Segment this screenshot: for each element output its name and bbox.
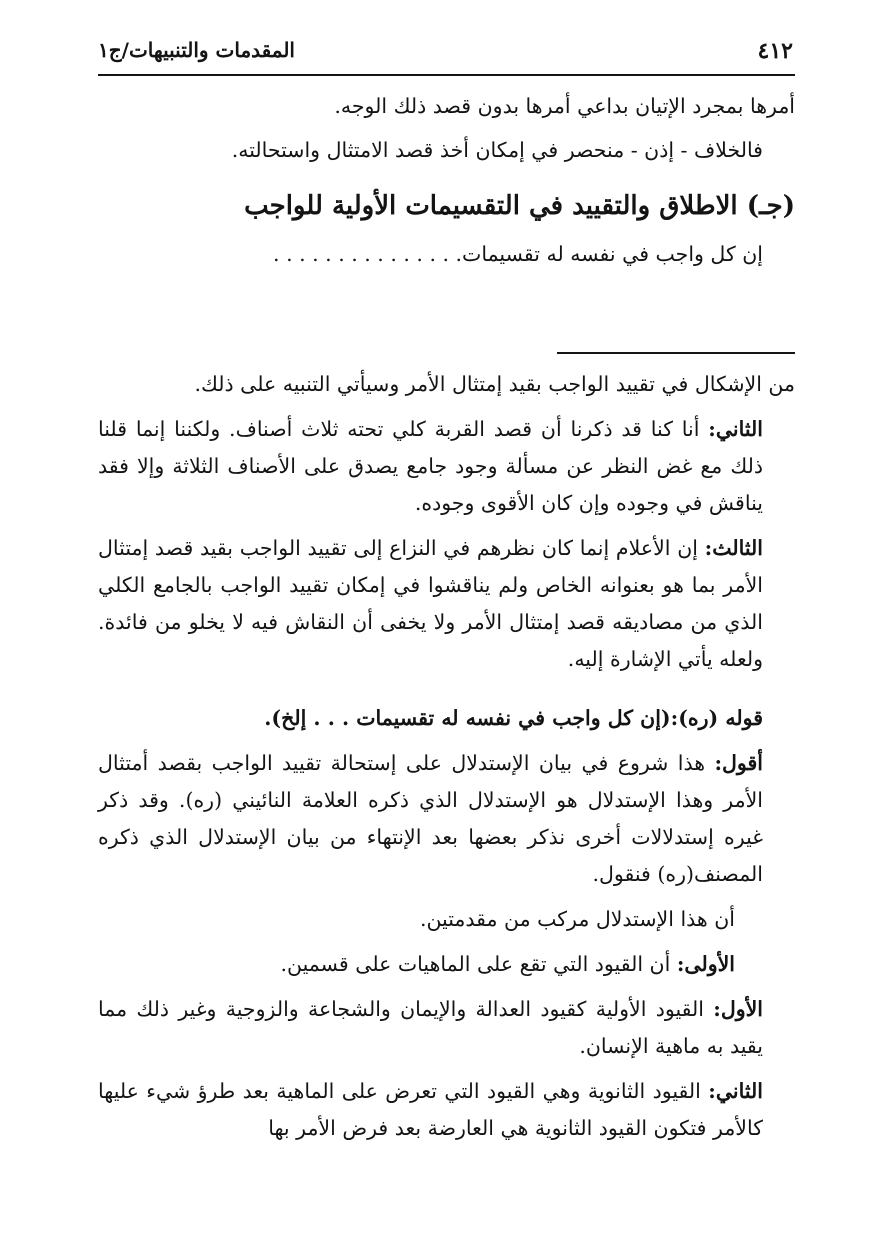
header-rule xyxy=(98,74,795,76)
footnote-paragraph-6 xyxy=(98,946,795,983)
footnote-paragraph-6-text: أن القيود التي تقع على الماهيات على قسمين. xyxy=(280,952,677,976)
footnote-paragraph-5: أن هذا الإستدلال مركب من مقدمتين. xyxy=(419,907,735,931)
footnote-paragraph-2 xyxy=(98,411,795,522)
main-paragraph-3-text: إن كل واجب في نفسه له تقسيمات xyxy=(462,242,763,266)
label-first: الأول: xyxy=(713,997,763,1021)
footnote-paragraph-8-text: القيود الثانوية وهي القيود التي تعرض على الماهية بعد طرؤ شيء عليها كالأمر فتكون القيود الثانوية هي العارضة بعد فرض الأمر بها xyxy=(98,1079,763,1140)
footnote-paragraph-3 xyxy=(98,530,795,678)
main-paragraph-2: فالخلاف - إذن - منحصر في إمكان أخذ قصد الامتثال واستحالته. xyxy=(231,138,763,162)
footnote-paragraph-7-text: القيود الأولية كقيود العدالة والإيمان والشجاعة والزوجية وغير ذلك مما يقيد به ماهية الإنسان. xyxy=(98,997,763,1058)
footnote-paragraph-4-text: هذا شروع في بيان الإستدلال على إستحالة تقييد الواجب بقصد أمتثال الأمر وهذا الإستدلال هو الإستدلال الذي ذكره العلامة النائيني (ره). وقد ذكر غيره إستدلالات أخرى نذكر بعضها بعد الإنتهاء من بيان الإستدلال الذي ذكره المصنف(ره) فنقول. xyxy=(98,751,763,886)
label-third: الثالث: xyxy=(704,536,763,560)
main-paragraph-1: أمرها بمجرد الإتيان بداعي أمرها بدون قصد ذلك الوجه. xyxy=(334,94,795,118)
main-text xyxy=(98,88,795,272)
page-number: ٤١٢ xyxy=(757,38,793,64)
main-paragraph-3 xyxy=(98,236,795,272)
label-first-premise: الأولى: xyxy=(676,952,735,976)
label-second-type: الثاني: xyxy=(708,1079,763,1103)
footnote-text xyxy=(98,366,795,1155)
footnote-paragraph-4 xyxy=(98,745,795,893)
page-header xyxy=(98,36,795,70)
running-title: المقدمات والتنبيهات/ج١ xyxy=(98,38,295,62)
footnote-paragraph-2-text: أنا كنا قد ذكرنا أن قصد القربة كلي تحته ثلاث أصناف. ولكننا إنما قلنا ذلك مع غض النظر عن مسألة وجود جامع يصدق على الأصناف الثلاثة وإلا فقد يناقش في وجوده وإن كان الأقوى وجوده. xyxy=(98,417,763,515)
quote-text: (إن كل واجب في نفسه له تقسيمات . . . إلخ). xyxy=(264,706,671,730)
ellipsis-dots: . . . . . . . . . . . . . . . xyxy=(273,242,463,266)
label-second: الثاني: xyxy=(708,417,763,441)
footnote-paragraph-1: من الإشكال في تقييد الواجب بقيد إمتثال الأمر وسيأتي التنبيه على ذلك. xyxy=(194,372,795,396)
label-i-say: أقول: xyxy=(714,751,763,775)
footnote-rule xyxy=(557,352,795,354)
footnote-paragraph-3-text: إن الأعلام إنما كان نظرهم في النزاع إلى تقييد الواجب بقيد قصد إمتثال الأمر بما هو بعنوانه الخاص ولم يناقشوا في إمكان تقييد الواجب بالجامع الكلي الذي من مصاديقه قصد إمتثال الأمر ولا يخفى أن النقاش فيه لا يخلو من فائدة. ولعله يأتي الإشارة إليه. xyxy=(98,536,763,671)
footnote-paragraph-7 xyxy=(98,991,795,1065)
section-heading: (جـ) الاطلاق والتقييد في التقسيمات الأولية للواجب xyxy=(244,191,795,221)
footnote-paragraph-8 xyxy=(98,1073,795,1147)
quote-label: قوله (ره): xyxy=(670,706,763,730)
quote-line xyxy=(98,700,795,737)
